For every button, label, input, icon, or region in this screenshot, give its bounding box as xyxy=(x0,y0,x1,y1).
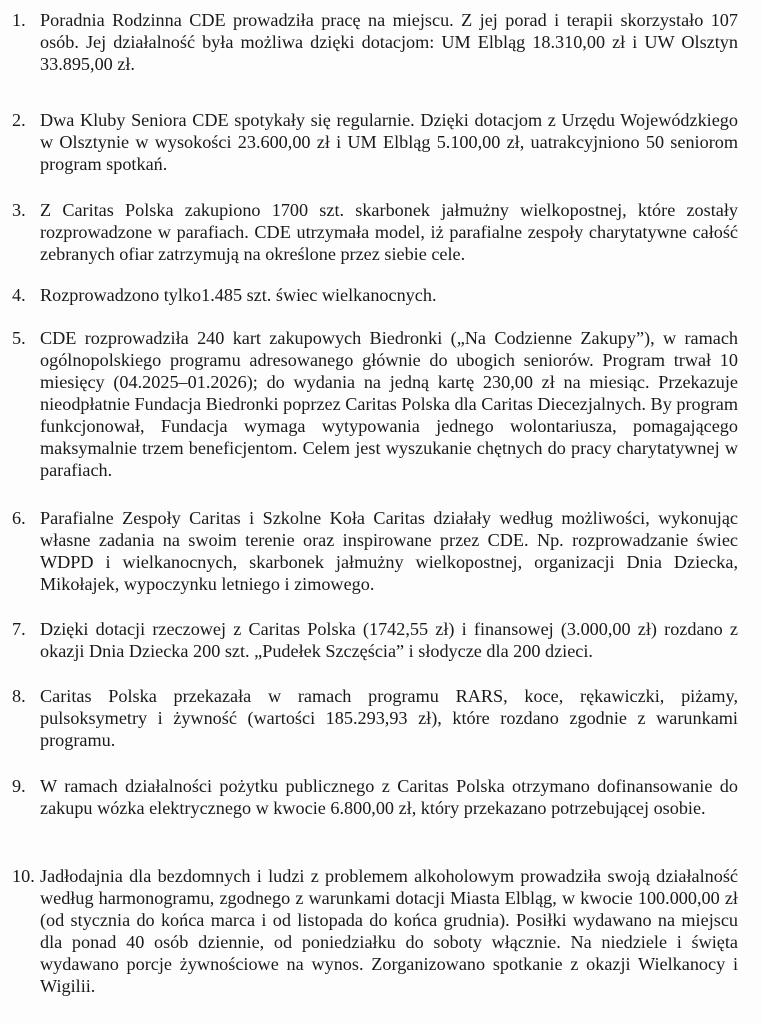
item-number: 1. xyxy=(12,10,26,30)
list-item-6 xyxy=(12,507,738,595)
item-number: 10. xyxy=(12,866,35,886)
item-text: Caritas Polska przekazała w ramach programu RARS, koce, rękawiczki, piżamy, pulsoksymetry i żywność (wartości 185.293,93 zł), które rozdano zgodnie z warunkami programu. xyxy=(40,686,738,750)
item-text: Z Caritas Polska zakupiono 1700 szt. skarbonek jałmużny wielkopostnej, które zostały rozprowadzone w parafiach. CDE utrzymała model, iż parafialne zespoły charytatywne całość zebranych ofiar zatrzymują na określone przez siebie cele. xyxy=(40,200,738,264)
item-number: 7. xyxy=(12,619,26,639)
list-item-4 xyxy=(12,284,738,306)
item-text: CDE rozprowadziła 240 kart zakupowych Biedronki („Na Codzienne Zakupy”), w ramach ogólnopolskiego programu adresowanego głównie do ubogich seniorów. Program trwał 10 miesięcy (04.2025–01.2026); do wydania na jedną kartę 230,00 zł na miesiąc. Przekazuje nieodpłatnie Fundacja Biedronki poprzez Caritas Polska dla Caritas Diecezjalnych. By program funkcjonował, Fundacja wymaga wytypowania jednego wolontariusza, pomagającego maksymalnie trzem beneficjentom. Celem jest wyszukanie chętnych do pracy charytatywnej w parafiach. xyxy=(40,328,738,480)
item-text: Dwa Kluby Seniora CDE spotykały się regularnie. Dzięki dotacjom z Urzędu Wojewódzkiego w Olsztynie w wysokości 23.600,00 zł i UM Elbląg 5.100,00 zł, uatrakcyjniono 50 seniorom program spotkań. xyxy=(40,110,738,174)
item-number: 8. xyxy=(12,686,26,706)
item-number: 4. xyxy=(12,285,26,305)
item-text: Parafialne Zespoły Caritas i Szkolne Koła Caritas działały według możliwości, wykonując własne zadania na swoim terenie oraz inspirowane przez CDE. Np. rozprowadzanie świec WDPD i wielkanocnych, skarbonek jałmużny wielkopostnej, organizacji Dnia Dziecka, Mikołajek, wypoczynku letniego i zimowego. xyxy=(40,508,738,594)
item-number: 5. xyxy=(12,328,26,348)
list-item-9 xyxy=(12,775,738,819)
item-text: W ramach działalności pożytku publicznego z Caritas Polska otrzymano dofinansowanie do zakupu wózka elektrycznego w kwocie 6.800,00 zł, który przekazano potrzebującej osobie. xyxy=(40,776,738,818)
item-number: 6. xyxy=(12,508,26,528)
list-item-8 xyxy=(12,685,738,751)
list-item-7 xyxy=(12,618,738,662)
item-text: Dzięki dotacji rzeczowej z Caritas Polska (1742,55 zł) i finansowej (3.000,00 zł) rozdano z okazji Dnia Dziecka 200 szt. „Pudełek Szczęścia” i słodycze dla 200 dzieci. xyxy=(40,619,738,661)
item-text: Jadłodajnia dla bezdomnych i ludzi z problemem alkoholowym prowadziła swoją działalność według harmonogramu, zgodnego z warunkami dotacji Miasta Elbląg, w kwocie 100.000,00 zł (od stycznia do końca marca i od listopada do końca grudnia). Posiłki wydawano na miejscu dla ponad 40 osób dziennie, od poniedziałku do soboty włącznie. Na niedziele i święta wydawano porcje żywnościowe na wynos. Zorganizowano spotkanie z okazji Wielkanocy i Wigilii. xyxy=(40,866,738,996)
list-item-5 xyxy=(12,327,738,481)
list-item-10 xyxy=(12,865,738,997)
item-number: 3. xyxy=(12,200,26,220)
item-number: 9. xyxy=(12,776,26,796)
item-text: Rozprowadzono tylko1.485 szt. świec wielkanocnych. xyxy=(40,285,437,305)
list-item-1 xyxy=(12,9,738,75)
list-item-3 xyxy=(12,199,738,265)
item-number: 2. xyxy=(12,110,26,130)
list-item-2 xyxy=(12,109,738,175)
item-text: Poradnia Rodzinna CDE prowadziła pracę na miejscu. Z jej porad i terapii skorzystało 107 osób. Jej działalność była możliwa dzięki dotacjom: UM Elbląg 18.310,00 zł i UW Olsztyn 33.895,00 zł. xyxy=(40,10,738,74)
